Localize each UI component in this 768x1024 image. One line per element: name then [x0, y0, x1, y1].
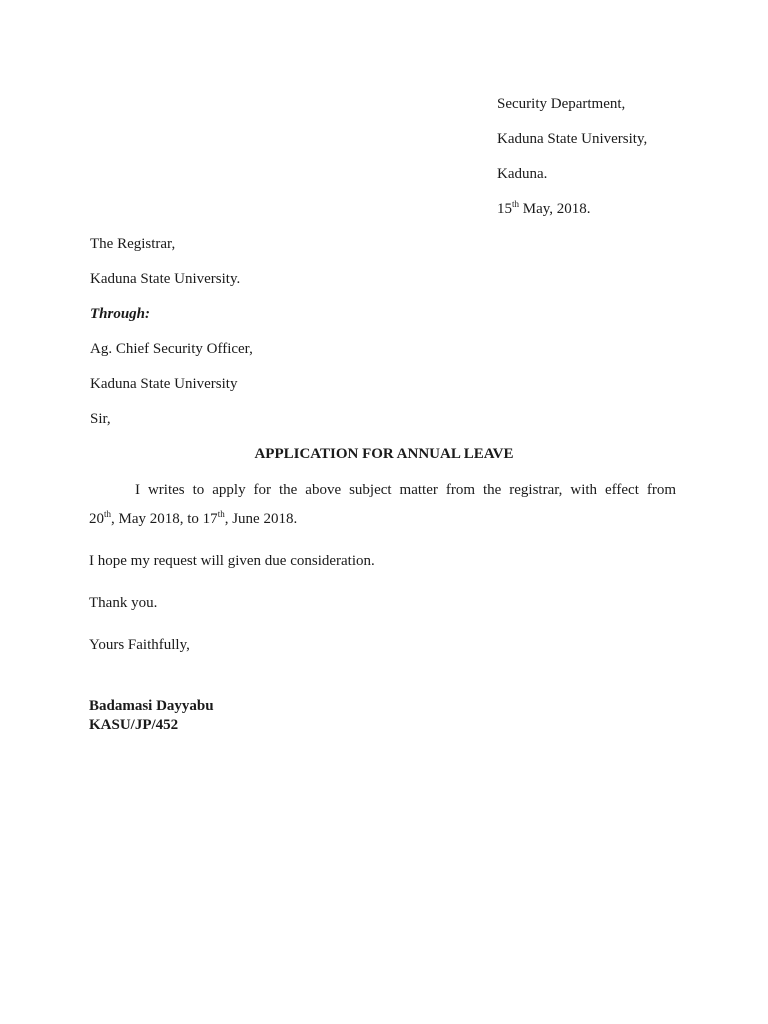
through-line2: Kaduna State University [90, 376, 238, 392]
letter-date [497, 200, 591, 218]
leave-end-suffix: th [217, 509, 225, 519]
leave-dates-middle: , May 2018, to 17 [111, 511, 218, 527]
leave-dates-end: , June 2018. [224, 511, 298, 527]
sender-address-line1: Security Department, [497, 96, 626, 112]
through-label: Through: [90, 306, 151, 322]
date-day: 15 [497, 201, 512, 217]
salutation: Sir, [90, 411, 111, 427]
recipient-line2: Kaduna State University. [90, 271, 241, 287]
leave-start-suffix: th [104, 509, 112, 519]
through-line1: Ag. Chief Security Officer, [90, 341, 253, 357]
body-para3: Thank you. [89, 595, 158, 611]
body-para1-line2 [89, 510, 297, 528]
signature-name: Badamasi Dayyabu [89, 698, 214, 714]
body-para1-line1: I writes to apply for the above subject matter from the registrar, with effect from [135, 482, 676, 498]
leave-start-day: 20 [89, 511, 104, 527]
signature-id: KASU/JP/452 [89, 717, 179, 733]
recipient-line1: The Registrar, [90, 236, 176, 252]
sender-address-line3: Kaduna. [497, 166, 548, 182]
date-day-suffix: th [512, 199, 520, 209]
subject-heading: APPLICATION FOR ANNUAL LEAVE [254, 446, 514, 462]
sender-address-line2: Kaduna State University, [497, 131, 648, 147]
body-para2: I hope my request will given due consideration. [89, 553, 375, 569]
date-rest: May, 2018. [519, 201, 591, 217]
closing: Yours Faithfully, [89, 637, 190, 653]
